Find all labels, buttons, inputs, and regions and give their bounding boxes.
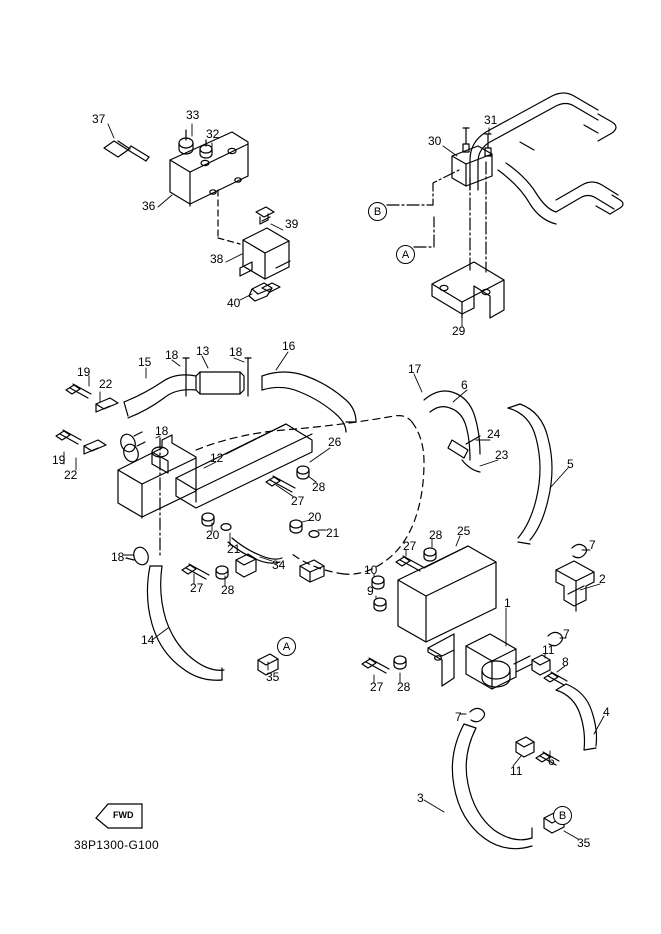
callout-1: 1 (504, 596, 511, 610)
section-marker-b-top: B (368, 202, 387, 221)
callout-14: 14 (141, 633, 155, 647)
callout-5: 5 (567, 457, 574, 471)
callout-4: 4 (603, 705, 610, 719)
callout-28-d: 28 (397, 680, 411, 694)
callout-30: 30 (428, 134, 442, 148)
callout-15: 15 (138, 355, 152, 369)
callout-20-right: 20 (308, 510, 322, 524)
callout-33: 33 (186, 108, 200, 122)
callout-11-a: 11 (542, 643, 555, 657)
callout-37: 37 (92, 112, 106, 126)
callout-31: 31 (484, 113, 498, 127)
callout-27-d: 27 (370, 680, 384, 694)
callout-3: 3 (417, 791, 424, 805)
callout-10: 10 (364, 563, 378, 577)
callout-38: 38 (210, 252, 224, 266)
section-marker-b-bottom: B (553, 806, 572, 825)
callout-22-upper: 22 (99, 377, 113, 391)
callout-7-c: 7 (455, 710, 462, 724)
callout-21-right: 21 (326, 526, 340, 540)
callout-35-left: 35 (266, 670, 280, 684)
callout-34: 34 (272, 558, 286, 572)
callout-27-a: 27 (291, 494, 305, 508)
callout-6-lower: 6 (548, 754, 555, 768)
callout-27-c: 27 (403, 539, 417, 553)
callout-13: 13 (196, 344, 210, 358)
callout-19-upper: 19 (77, 365, 91, 379)
callout-20-left: 20 (206, 528, 220, 542)
callout-39: 39 (285, 217, 299, 231)
callout-28-a: 28 (312, 480, 326, 494)
callout-36: 36 (142, 199, 156, 213)
callout-11-b: 11 (510, 764, 523, 778)
callout-28-c: 28 (429, 528, 443, 542)
callout-6-upper: 6 (461, 378, 468, 392)
callout-18-filter-right: 18 (229, 345, 243, 359)
callout-27-b: 27 (190, 581, 204, 595)
callout-19-lower: 19 (52, 453, 66, 467)
callout-26: 26 (328, 435, 342, 449)
callout-35-bottom: 35 (577, 836, 591, 850)
callout-16: 16 (282, 339, 296, 353)
callout-17: 17 (408, 362, 422, 376)
callout-7-b: 7 (563, 627, 570, 641)
section-marker-a-left: A (277, 637, 296, 656)
fwd-label: FWD (113, 810, 134, 820)
part-code: 38P1300-G100 (74, 838, 159, 852)
callout-32: 32 (206, 127, 220, 141)
callout-9: 9 (367, 584, 374, 598)
callout-18-left: 18 (111, 550, 125, 564)
callout-29: 29 (452, 324, 466, 338)
callout-24: 24 (487, 427, 501, 441)
callout-25: 25 (457, 524, 471, 538)
callout-8: 8 (562, 655, 569, 669)
callout-18-filter-left: 18 (165, 348, 179, 362)
callout-7-a: 7 (589, 538, 596, 552)
callout-18-mid: 18 (155, 424, 169, 438)
callout-21-left: 21 (227, 542, 241, 556)
callout-2: 2 (599, 572, 606, 586)
section-marker-a-top: A (396, 245, 415, 264)
callout-22-lower: 22 (64, 468, 78, 482)
callout-40: 40 (227, 296, 241, 310)
callout-23: 23 (495, 448, 509, 462)
callout-28-b: 28 (221, 583, 235, 597)
callout-12: 12 (210, 451, 224, 465)
